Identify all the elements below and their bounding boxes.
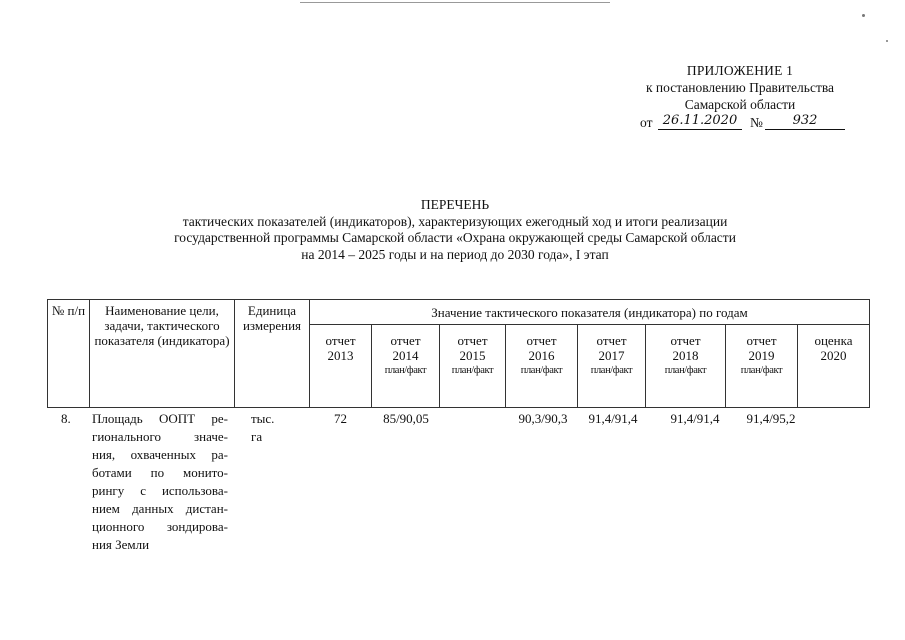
appendix-line-decree: к постановлению Правительства <box>645 80 835 95</box>
value-2019: 91,4/95,2 <box>746 411 796 426</box>
indicator-name-line: ния Земли <box>92 537 150 552</box>
appendix-line-region: Самарской области <box>684 97 796 112</box>
row-number: 8. <box>61 411 71 426</box>
heading-line-2: государственной программы Самарской области «Охрана окружающей среды Самарской области <box>174 230 736 245</box>
row-unit: тыс. га <box>251 411 275 444</box>
header-number: № п/п <box>48 300 90 408</box>
decree-number: 932 <box>765 112 845 130</box>
indicator-name-line: ботами по монито- <box>92 465 228 480</box>
value-2018: 91,4/91,4 <box>670 411 720 426</box>
heading-line-1: тактических показателей (индикаторов), характеризующих ежегодный ход и итоги реализации <box>182 213 728 229</box>
number-label: № <box>750 115 763 130</box>
header-year-2015: отчет 2015 план/факт <box>440 325 506 408</box>
appendix-title: ПРИЛОЖЕНИЕ 1 <box>686 63 794 78</box>
appendix-block <box>600 62 880 132</box>
header-year-2014: отчет 2014 план/факт <box>372 325 440 408</box>
heading-title: ПЕРЕЧЕНЬ <box>420 197 490 212</box>
indicator-name-line: ния, охваченных ра- <box>92 447 228 462</box>
scan-top-edge <box>300 2 610 3</box>
value-2017: 91,4/91,4 <box>588 411 638 426</box>
indicator-name-line: рингу с использова- <box>92 483 228 498</box>
value-2013: 72 <box>334 411 347 426</box>
document-heading <box>120 197 790 263</box>
header-unit: Единица измерения <box>235 300 310 408</box>
scan-speck <box>862 14 865 17</box>
header-year-2017: отчет 2017 план/факт <box>578 325 646 408</box>
indicator-name-line: ционного зондирова- <box>92 519 228 534</box>
header-year-2020: оценка 2020 <box>798 325 870 408</box>
header-year-2018: отчет 2018 план/факт <box>646 325 726 408</box>
decree-date-number <box>600 114 880 132</box>
value-2016: 90,3/90,3 <box>518 411 568 426</box>
value-2014: 85/90,05 <box>383 411 429 426</box>
indicator-name-line: нием данных дистан- <box>92 501 228 516</box>
header-name: Наименование цели, задачи, тактического показателя (индикатора) <box>90 300 235 408</box>
scan-speck <box>886 40 888 42</box>
from-label: от <box>640 115 653 130</box>
row-indicator-name <box>92 410 228 554</box>
header-year-2013: отчет 2013 <box>310 325 372 408</box>
header-values-by-year: Значение тактического показателя (индикатора) по годам <box>310 300 870 325</box>
header-year-2019: отчет 2019 план/факт <box>726 325 798 408</box>
decree-date: 26.11.2020 <box>658 112 742 130</box>
indicator-name-line: гионального значе- <box>92 429 228 444</box>
indicator-name-line: Площадь ООПТ ре- <box>92 411 228 426</box>
indicators-table-header <box>47 299 870 408</box>
header-year-2016: отчет 2016 план/факт <box>506 325 578 408</box>
heading-line-3: на 2014 – 2025 годы и на период до 2030 года», I этап <box>301 246 609 262</box>
